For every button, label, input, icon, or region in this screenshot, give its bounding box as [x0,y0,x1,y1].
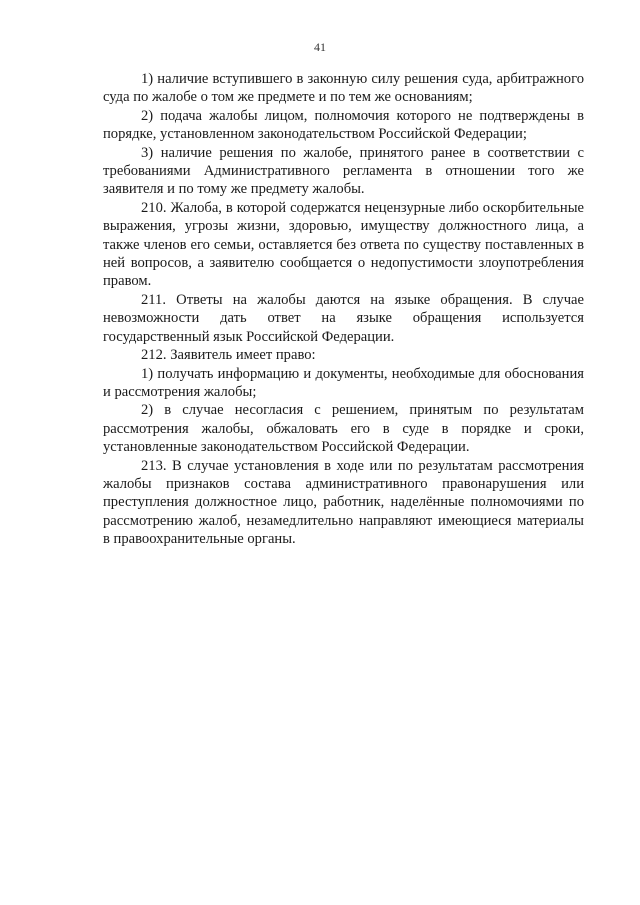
page-number: 41 [314,40,326,54]
paragraph-213: 213. В случае установления в ходе или по результатам рассмотрения жалобы признаков состава административного правонарушения или преступления должностное лицо, работник, наделённые полномочиями по рассмотрению жалоб, незамедлительно направляют имеющиеся материалы в правоохранительные органы. [103,457,584,548]
paragraph-refusal-reason-1: 1) наличие вступившего в законную силу решения суда, арбитражного суда по жалобе о том же предмете и по тем же основаниям; [103,71,584,106]
paragraph-refusal-reason-2: 2) подача жалобы лицом, полномочия которого не подтверждены в порядке, установленном законодательством Российской Федерации; [103,107,584,143]
paragraph-212: 212. Заявитель имеет право: [141,347,316,364]
paragraph-212-right-2: 2) в случае несогласия с решением, принятым по результатам рассмотрения жалобы, обжаловать его в суде в порядке и сроки, установленные законодательством Российской Федерации. [103,402,584,456]
paragraph-refusal-reason-3: 3) наличие решения по жалобе, принятого ранее в соответствии с требованиями Административного регламента в отношении того же заявителя и по тому же предмету жалобы. [103,144,584,198]
document-body [103,70,584,549]
paragraph-212-right-1: 1) получать информацию и документы, необходимые для обоснования и рассмотрения жалобы; [103,365,584,400]
paragraph-210: 210. Жалоба, в которой содержатся нецензурные либо оскорбительные выражения, угрозы жизни, здоровью, имуществу должностного лица, а также членов его семьи, оставляется без ответа по существу поставленных в ней вопросов, а заявителю сообщается о недопустимости злоупотребления правом. [103,199,584,290]
paragraph-211: 211. Ответы на жалобы даются на языке обращения. В случае невозможности дать ответ на языке обращения используется государственный язык Российской Федерации. [103,291,584,345]
